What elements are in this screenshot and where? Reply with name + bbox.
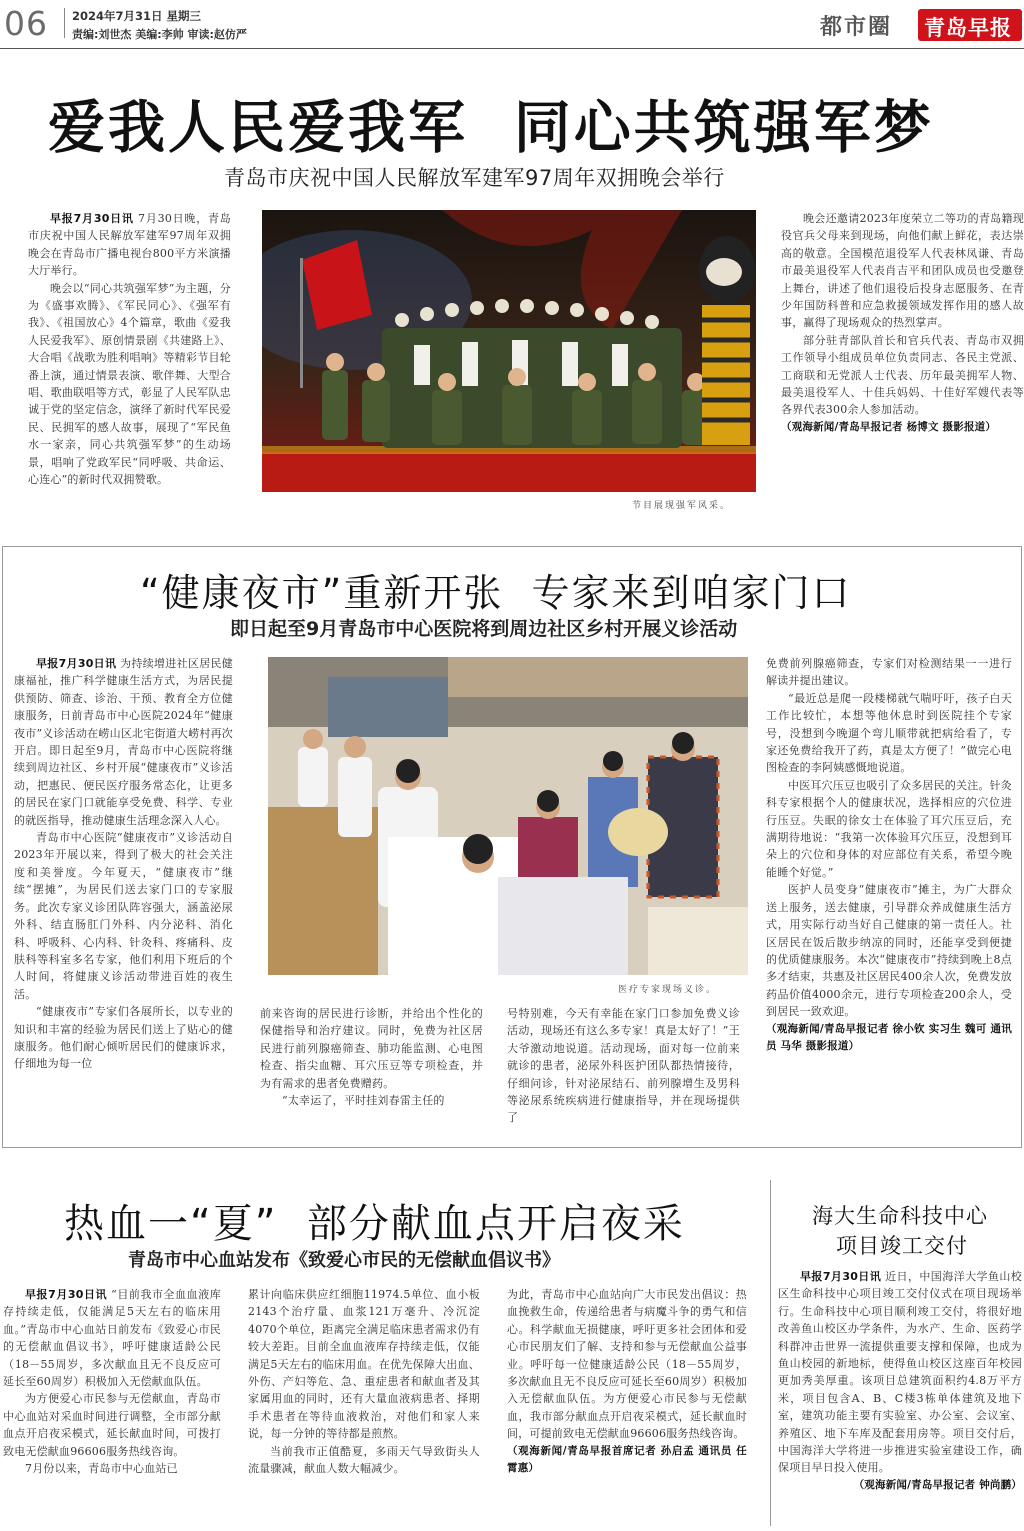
article3-text: “目前我市全血血液库存持续走低，仅能满足5天左右的临床用血。”青岛市中心血站日前发布《致爱心市民的无偿献血倡议书》，呼吁健康适龄公民（18－55周岁，多次献血且无不良反应可延长至60周岁）积极加入无偿献血队伍。 xyxy=(3,1288,221,1389)
article2-photo xyxy=(268,657,748,975)
column-divider xyxy=(770,1180,771,1526)
article2-lead: 早报7月30日讯 xyxy=(36,657,117,670)
article4-lead: 早报7月30日讯 xyxy=(800,1270,882,1283)
article4-headline-line2: 项目竣工交付 xyxy=(836,1234,968,1258)
article1-text: 晚会还邀请2023年度荣立二等功的青岛籍现役官兵父母来到现场，向他们献上鲜花，表达崇高的敬意。全国模范退役军人代表林凤谦、青岛市最美退役军人代表肖吉平和团队成员也受邀登上舞台，讲述了他们退役后投身志愿服务、在青少年国防科普和应急救援领域发挥作用的感人故事，赢得了现场观众的热烈掌声。 xyxy=(781,212,1024,330)
article1-byline: （观海新闻/青岛早报记者 杨博文 摄影报道） xyxy=(781,420,997,433)
section-name: 都市圈 xyxy=(820,15,893,40)
article2-text: “太幸运了，平时挂刘春雷主任的 xyxy=(282,1094,445,1108)
issue-date: 2024年7月31日 星期三 xyxy=(72,9,202,23)
article1-col1 xyxy=(28,210,231,510)
article1-col2 xyxy=(781,210,1024,510)
article1-text: 晚会以“同心共筑强军梦”为主题，分为《盛事欢腾》、《军民同心》、《强军有我》、《祖国放心》4个篇章，歌曲《爱我人民爱我军》、原创情景剧《共建路上》、大合唱《战歌为胜利唱响》等精彩节目轮番上演，通过情景表演、歌伴舞、大型合唱、歌曲联唱等方式，彰显了人民军队忠诚于党的坚定信念，演绎了新时代军民爱民、民拥军的感人故事，展现了“军民鱼水一家亲，同心共筑强军梦”的生动场景，唱响了党政军民“同呼吸、共命运、心连心”的新时代双拥赞歌。 xyxy=(28,281,231,487)
article3-byline: （观海新闻/青岛早报首席记者 孙启孟 通讯员 任霄惠） xyxy=(507,1444,747,1475)
article3-text: 累计向临床供应红细胞11974.5单位、血小板2143个治疗量、血浆121万毫升、冷沉淀4070个单位，距离完全满足临床患者需求仍有较大差距。目前全血血液库存持续走低，仅能满足5天左右的临床用血。在优先保障大出血、外伤、产妇等危、急、重症患者和献血者及其家属用血的同时，还有大量血液病患者、择期手术患者在等待血液救治，对他们和家人来说，每一分钟的等待都是煎熬。 xyxy=(248,1288,480,1441)
article1-photo xyxy=(262,210,756,492)
article2-text: “健康夜市”专家们各展所长，以专业的知识和丰富的经验为居民们送上了贴心的健康服务。他们耐心倾听居民们的健康诉求，仔细地为每一位 xyxy=(14,1005,233,1071)
article1-subheadline: 青岛市庆祝中国人民解放军建军97周年双拥晚会举行 xyxy=(224,166,725,190)
article2-photo-caption: 医疗专家现场义诊。 xyxy=(618,985,718,995)
newspaper-logo xyxy=(918,9,1022,41)
article4-byline: （观海新闻/青岛早报记者 钟尚鹏） xyxy=(853,1478,1022,1491)
article2-col1 xyxy=(14,655,233,1133)
article3-subheadline: 青岛市中心血站发布《致爱心市民的无偿献血倡议书》 xyxy=(128,1250,560,1271)
article4-text: 近日，中国海洋大学鱼山校区生命科技中心项目竣工交付仪式在项目现场举行。生命科技中心项目顺利竣工交付，将很好地改善鱼山校区办学条件，为水产、生命、医药学科群冲击世界一流提供重要支撑和保障，也成为鱼山校园的新地标，使得鱼山校区这座百年校园更加秀美厚重。该项目总建筑面积约4.8万平方米，项目包含A、B、C楼3栋单体建筑及地下室，建筑功能主要有实验室、办公室、会议室、养殖区、地下车库及配套用房等。项目交付后，中国海洋大学将进一步推进实验室建设工作，确保项目早日投入使用。 xyxy=(778,1270,1022,1475)
stage-performance-image xyxy=(262,210,756,492)
article2-byline: （观海新闻/青岛早报记者 徐小钦 实习生 魏可 通讯员 马华 摄影报道） xyxy=(766,1022,1012,1052)
article1-text: 部分驻青部队首长和官兵代表、青岛市双拥工作领导小组成员单位负责同志、各民主党派、工商联和无党派人士代表、历年最美拥军人物、最美退役军人、十佳兵妈妈、十佳好军嫂代表等各界代表300余人参加活动。 xyxy=(781,333,1024,417)
article3-lead: 早报7月30日讯 xyxy=(25,1288,108,1301)
clinic-scene-image xyxy=(268,657,748,975)
article3-text: 为方便爱心市民参与无偿献血，青岛市中心血站对采血时间进行调整，全市部分献血点开启夜采模式，延长献血时间，可拨打致电无偿献血96606服务热线咨询。 xyxy=(3,1392,221,1458)
article1-headline: 爱我人民爱我军 同心共筑强军梦 xyxy=(48,95,934,161)
article1-photo-caption: 节目展现强军风采。 xyxy=(632,501,732,511)
article2-text: 医护人员变身“健康夜市”摊主，为广大群众送上服务，送去健康，引导群众养成健康生活方式，用实际行动当好自己健康的第一责任人。社区居民在饭后散步纳凉的同时，还能享受到便捷的优质健康服务。本次“健康夜市”持续到晚上8点多才结束，共惠及社区居民400余人次，免费发放药品价值4000余元，进行专项检查200余人，受到居民一致欢迎。 xyxy=(766,883,1012,1019)
article3-text: 7月份以来，青岛市中心血站已 xyxy=(25,1462,178,1476)
article2-headline: “健康夜市”重新开张 专家来到咱家门口 xyxy=(140,571,852,615)
article1-lead: 早报7月30日讯 xyxy=(50,212,134,225)
article3-text: 当前我市正值酷夏，多雨天气导致街头人流量骤减，献血人数大幅减少。 xyxy=(248,1444,480,1476)
page-number: 06 xyxy=(4,4,48,43)
article2-text: 免费前列腺癌筛查，专家们对检测结果一一进行解读并提出建议。 xyxy=(766,657,1012,688)
header-rule xyxy=(0,48,1024,49)
article2-col2 xyxy=(260,1005,483,1133)
article3-text: 为此，青岛市中心血站向广大市民发出倡议：热血挽救生命，传递给患者与病魔斗争的勇气和信心。科学献血无损健康，呼吁更多社会团体和爱心市民朋友们了解、支持和参与无偿献血公益事业。呼吁每一位健康适龄公民（18－55周岁，多次献血且无不良反应可延长至60周岁）积极加入无偿献血队伍。为方便爱心市民参与无偿献血，我市部分献血点开启夜采模式，延长献血时间，可提前致电无偿献血96606服务热线咨询。 xyxy=(507,1288,747,1441)
article2-text: 中医耳穴压豆也吸引了众多居民的关注。针灸科专家根据个人的健康状况，选择相应的穴位进行压豆。失眠的徐女士在体验了耳穴压豆后，充满期待地说：“我第一次体验耳穴压豆，没想到耳朵上的穴位和身体的对应部位有关系，希望今晚能睡个好觉。” xyxy=(766,778,1012,879)
article4-headline-line1: 海大生命科技中心 xyxy=(812,1204,988,1228)
editor-credits: 责编:刘世杰 美编:李帅 审读:赵仿严 xyxy=(72,28,247,41)
article1-text: 7月30日晚，青岛市庆祝中国人民解放军建军97周年双拥晚会在青岛市广播电视台800平方米演播大厅举行。 xyxy=(28,212,231,278)
article4-body xyxy=(778,1268,1022,1526)
article2-col4 xyxy=(766,655,1012,1133)
newspaper-logo-text: 青岛早报 xyxy=(924,16,1012,40)
page-header xyxy=(0,0,1024,48)
header-divider xyxy=(64,8,65,38)
article3-col1 xyxy=(3,1286,221,1526)
article2-subheadline: 即日起至9月青岛市中心医院将到周边社区乡村开展义诊活动 xyxy=(230,618,738,640)
article2-text: “最近总是爬一段楼梯就气喘吁吁，孩子白天工作比较忙，本想等他休息时到医院挂个专家号，没想到今晚遛个弯儿顺带就把病给看了，专家还免费给我开了药，真是太方便了！”做完心电图检查的李阿姨感慨地说道。 xyxy=(766,691,1012,775)
article2-col3 xyxy=(507,1005,740,1133)
article2-text: 青岛市中心医院“健康夜市”义诊活动自2023年开展以来，得到了极大的社会关注度和美誉度。今年夏天，“健康夜市”继续“摆摊”，为居民们送去家门口的专家服务。此次专家义诊团队阵容强大，涵盖泌尿外科、结直肠肛门外科、内分泌科、消化科、呼吸科、心内科、针灸科、疼痛科、皮肤科等科室多名专家，他们利用下班后的个人时间，将健康义诊活动带进百姓的夜生活。 xyxy=(14,831,233,1001)
article2-text: 为持续增进社区居民健康福祉，推广科学健康生活方式，为居民提供预防、筛查、诊治、干预、教育全方位健康服务，日前青岛市中心医院2024年“健康夜市”义诊活动在崂山区北宅街道大崂村再次开启。即日起至9月，青岛市中心医院将继续到周边社区、乡村开展“健康夜市”义诊活动，把惠民、便民医疗服务常态化，让更多的居民在家门口就能享受免费、科学、专业的就医指导，推动健康生活理念深入人心。 xyxy=(14,657,233,827)
article2-text: 前来咨询的居民进行诊断，并给出个性化的保健指导和治疗建议。同时，免费为社区居民进行前列腺癌筛查、肺功能监测、心电图检查、指尖血糖、耳穴压豆等专项检查，并为有需求的患者免费赠药。 xyxy=(260,1007,483,1090)
article3-col2 xyxy=(248,1286,480,1526)
article2-text: 号特别难，今天有幸能在家门口参加免费义诊活动，现场还有这么多专家！真是太好了！”王大爷激动地说道。活动现场，面对每一位前来就诊的患者，泌尿外科医护团队都热情接待，仔细问诊，针对泌尿结石、前列腺增生及男科等泌尿系统疾病进行健康指导，并在现场提供了 xyxy=(507,1007,740,1125)
article3-col3 xyxy=(507,1286,747,1526)
article3-headline: 热血一“夏” 部分献血点开启夜采 xyxy=(64,1201,685,1247)
